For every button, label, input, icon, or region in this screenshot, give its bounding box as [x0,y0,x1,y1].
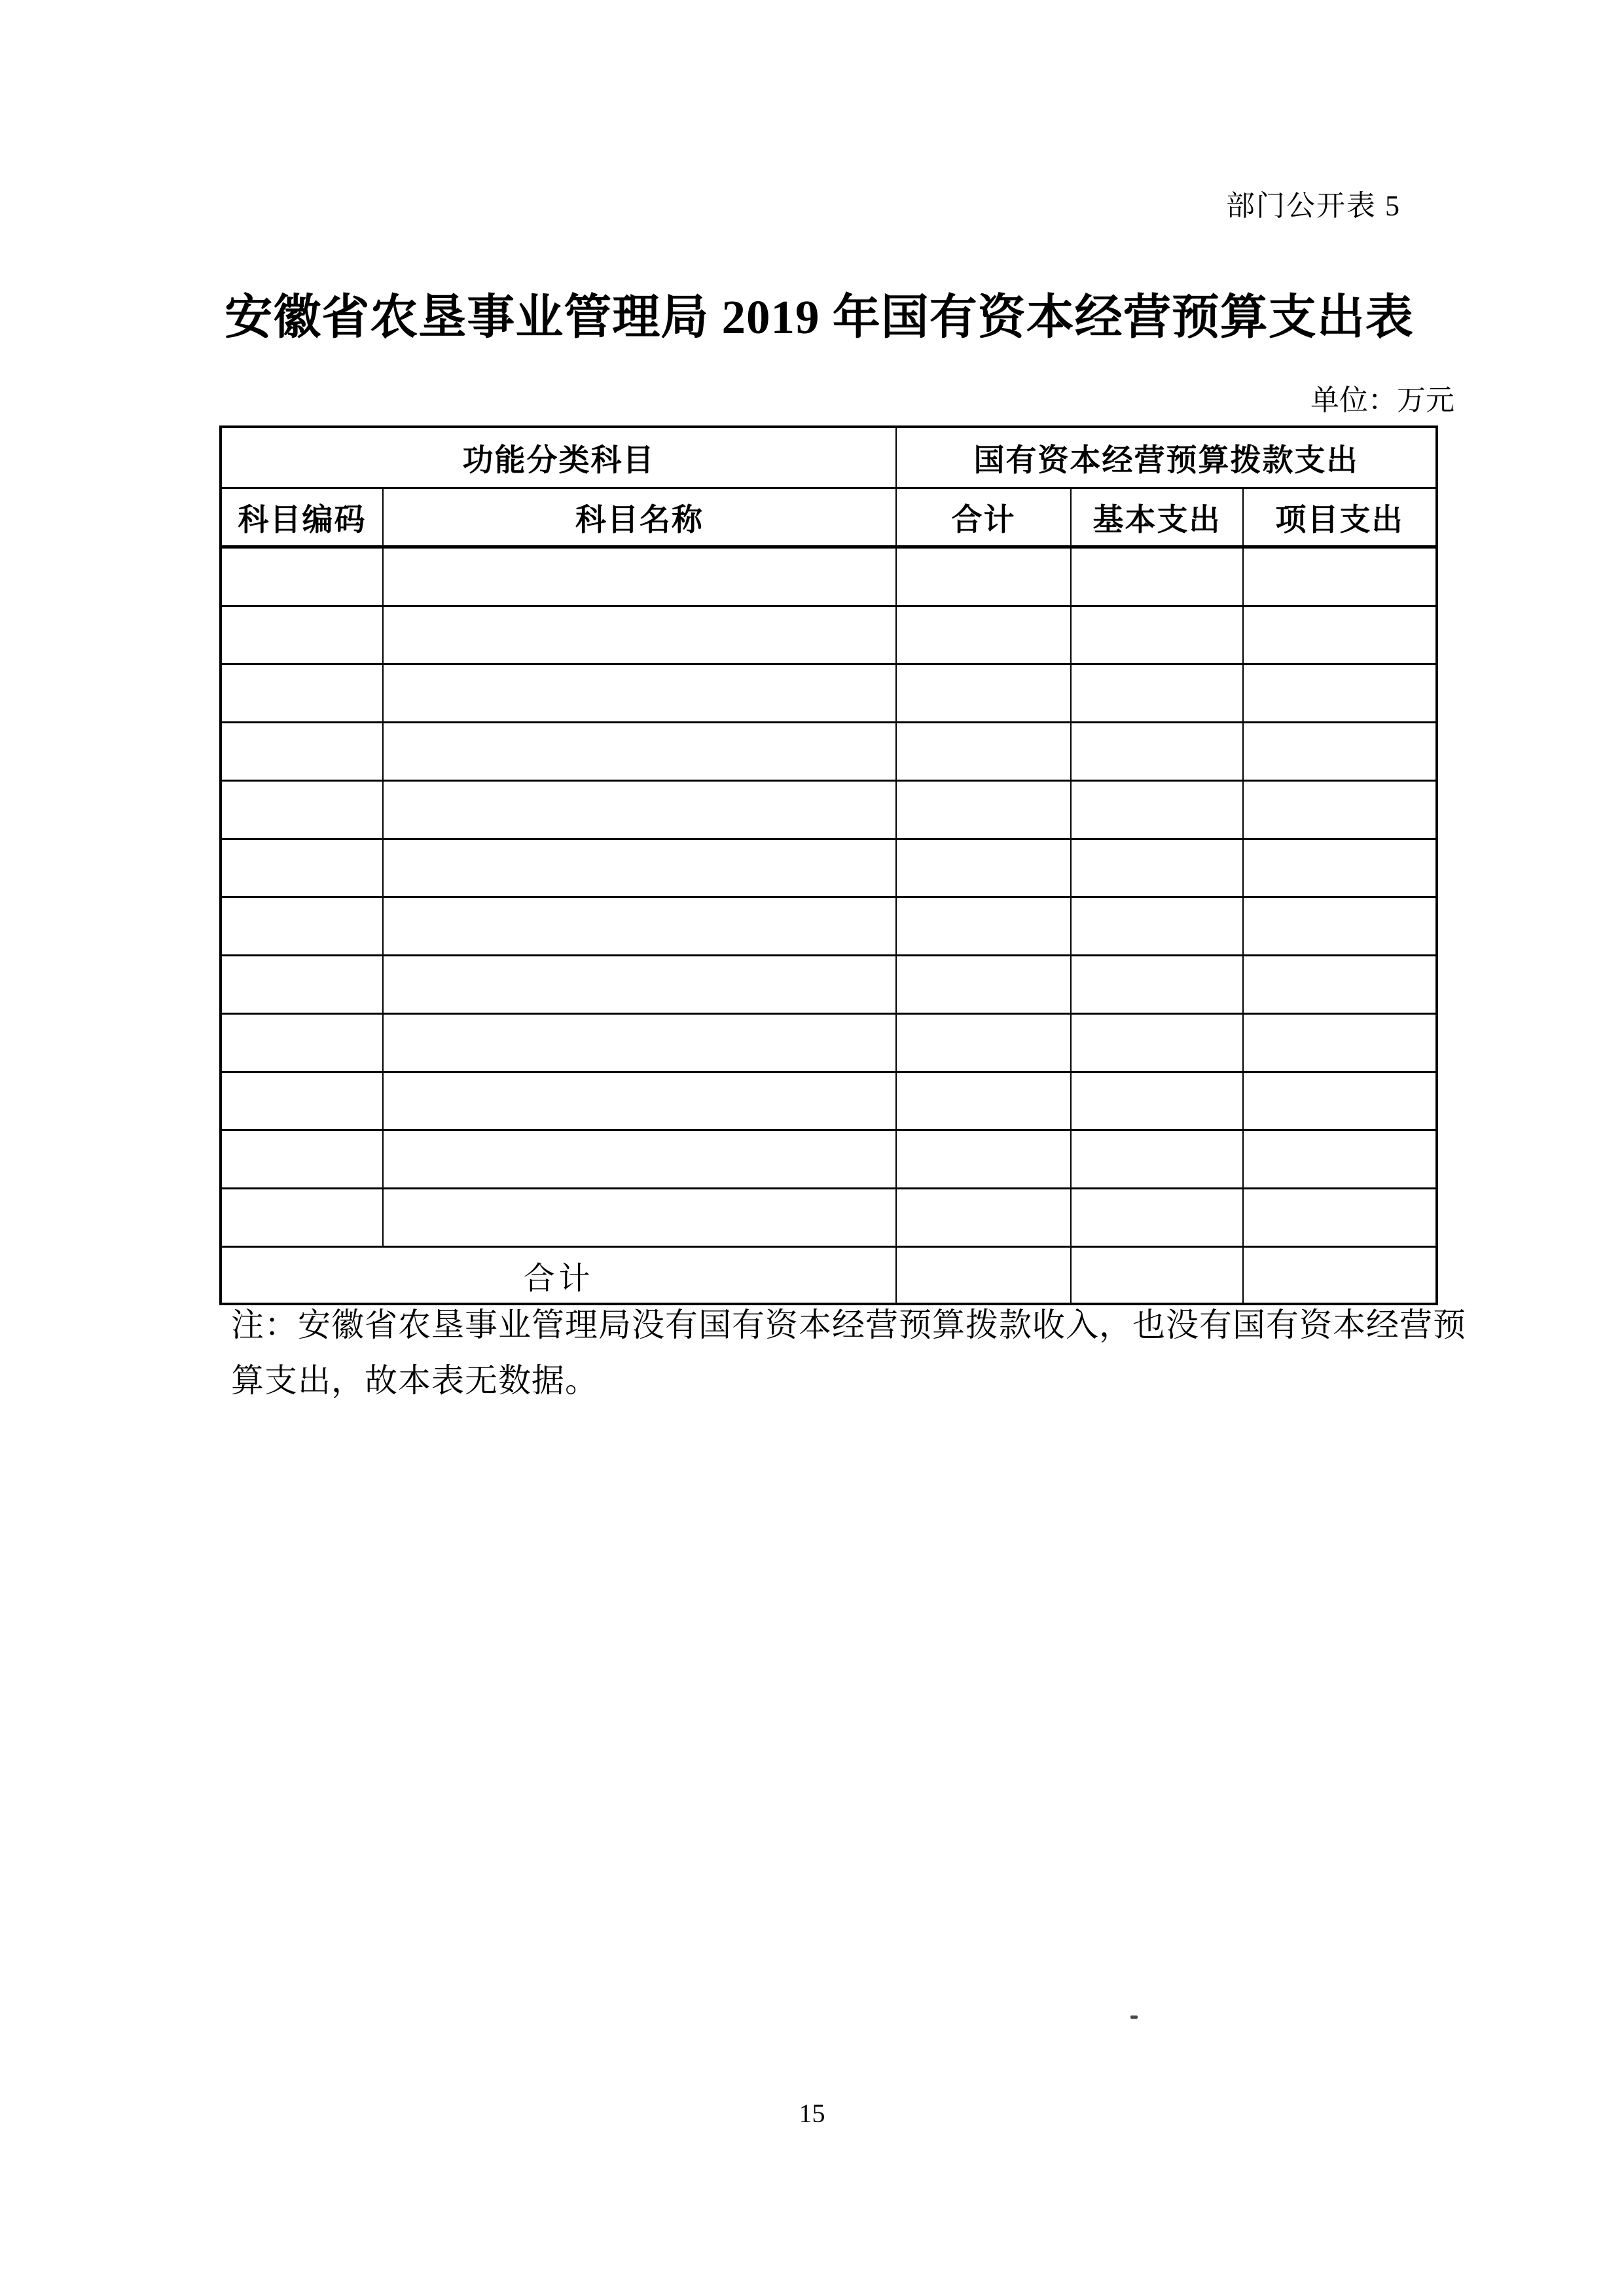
budget-table [219,425,1438,1305]
table-row-empty [221,839,1437,897]
table-row-empty [221,547,1437,606]
empty-cell [221,956,383,1014]
unit-label: 单位：万元 [1310,384,1454,416]
header-column-row [221,488,1437,547]
header-group-row [221,427,1437,488]
empty-cell [1071,606,1243,664]
table-row-empty [221,1189,1437,1247]
column-header-subject-code: 科目编码 [221,488,383,547]
total-value-cell [1071,1247,1243,1305]
empty-cell [383,1014,896,1072]
empty-cell [1071,1189,1243,1247]
note-line-2: 算支出，故本表无数据。 [231,1362,598,1399]
empty-cell [383,781,896,839]
empty-cell [1071,664,1243,723]
empty-cell [383,723,896,781]
empty-cell [1071,839,1243,897]
empty-cell [221,1130,383,1189]
empty-cell [1071,897,1243,956]
empty-cell [896,1189,1071,1247]
empty-cell [896,781,1071,839]
empty-cell [221,723,383,781]
header-functional-classification: 功能分类科目 [221,427,896,488]
empty-cell [383,606,896,664]
table-row-total [221,1247,1437,1305]
empty-cell [1243,606,1437,664]
total-value-cell [896,1247,1071,1305]
empty-cell [221,1189,383,1247]
empty-cell [1071,1014,1243,1072]
empty-cell [1243,956,1437,1014]
table-row-empty [221,781,1437,839]
empty-cell [1071,956,1243,1014]
empty-cell [896,897,1071,956]
empty-cell [896,547,1071,606]
empty-cell [383,839,896,897]
total-row-label: 合计 [221,1247,896,1305]
table-row-empty [221,1130,1437,1189]
empty-cell [221,781,383,839]
empty-cell [1243,723,1437,781]
empty-cell [1243,1072,1437,1130]
table-row-empty [221,664,1437,723]
empty-cell [383,897,896,956]
table-row-empty [221,1072,1437,1130]
empty-cell [1071,781,1243,839]
table-body [221,547,1437,1305]
empty-cell [221,664,383,723]
empty-cell [896,956,1071,1014]
page-title: 安徽省农垦事业管理局 2019 年国有资本经营预算支出表 [225,291,1414,344]
empty-cell [896,839,1071,897]
empty-cell [1243,664,1437,723]
empty-cell [221,1072,383,1130]
empty-cell [896,723,1071,781]
note-line-1: 注：安徽省农垦事业管理局没有国有资本经营预算拨款收入，也没有国有资本经营预 [231,1307,1466,1343]
empty-cell [896,1130,1071,1189]
table-row-empty [221,1014,1437,1072]
empty-cell [1243,897,1437,956]
note-text [231,1297,1475,1409]
empty-cell [383,956,896,1014]
empty-cell [383,1189,896,1247]
empty-cell [1071,1072,1243,1130]
table-header [221,427,1437,547]
empty-cell [1071,547,1243,606]
page-number: 15 [799,2099,825,2128]
table-row-empty [221,723,1437,781]
empty-cell [1243,547,1437,606]
header-capital-budget-expenditure: 国有资本经营预算拨款支出 [896,427,1437,488]
empty-cell [221,606,383,664]
empty-cell [1243,839,1437,897]
scan-artifact-dot [1130,2015,1138,2019]
column-header-project-expenditure: 项目支出 [1243,488,1437,547]
empty-cell [221,547,383,606]
empty-cell [896,1014,1071,1072]
column-header-basic-expenditure: 基本支出 [1071,488,1243,547]
empty-cell [896,606,1071,664]
empty-cell [896,1072,1071,1130]
empty-cell [221,839,383,897]
empty-cell [1243,781,1437,839]
table-row-empty [221,956,1437,1014]
empty-cell [383,1072,896,1130]
total-value-cell [1243,1247,1437,1305]
table-row-empty [221,606,1437,664]
empty-cell [896,664,1071,723]
empty-cell [221,1014,383,1072]
corner-label: 部门公开表 5 [1226,190,1401,222]
table-row-empty [221,897,1437,956]
empty-cell [383,547,896,606]
empty-cell [383,664,896,723]
empty-cell [1243,1189,1437,1247]
empty-cell [1071,1130,1243,1189]
column-header-total: 合计 [896,488,1071,547]
empty-cell [1243,1014,1437,1072]
empty-cell [383,1130,896,1189]
empty-cell [1071,723,1243,781]
empty-cell [1243,1130,1437,1189]
empty-cell [221,897,383,956]
column-header-subject-name: 科目名称 [383,488,896,547]
